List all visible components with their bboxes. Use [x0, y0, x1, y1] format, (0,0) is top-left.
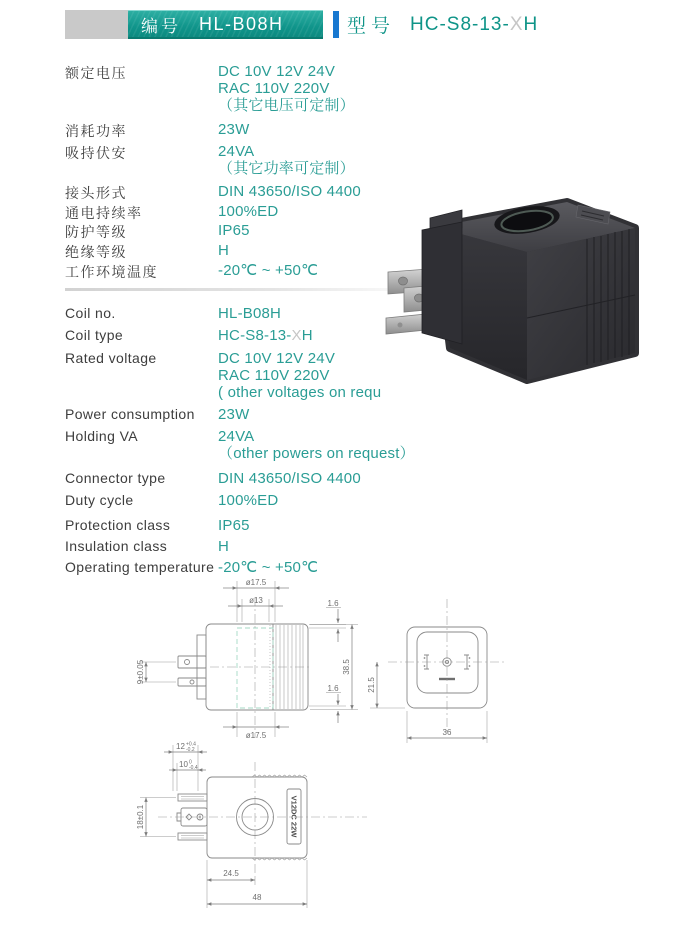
spec-label: 消耗功率	[65, 123, 127, 139]
drawing-end-view	[367, 599, 507, 743]
spec-value: DIN 43650/ISO 4400	[218, 470, 361, 487]
spec-value: H	[218, 538, 230, 555]
dim-overall: 48	[252, 893, 262, 902]
dim-pin-len-tol-dn: -0.4	[189, 765, 198, 771]
model-suffix: H	[523, 13, 539, 35]
coil-type-x: X	[291, 327, 302, 344]
spec-label: Holding VA	[65, 428, 139, 444]
dim-pin-span: 18±0.1	[136, 804, 145, 830]
spec-label: 接头形式	[65, 185, 127, 201]
dim-lip-bottom: 1.6	[327, 684, 339, 693]
dim-bore: ø13	[249, 596, 263, 605]
dim-width: 36	[442, 728, 452, 737]
dim-pin-len-tol-up: 0	[189, 759, 192, 766]
spec-value: 24VA	[218, 428, 255, 445]
header-blue-bar	[333, 11, 339, 38]
header-grey-box	[65, 10, 128, 39]
spec-label: Coil no.	[65, 305, 116, 321]
dim-center-offset: 24.5	[223, 869, 239, 878]
spec-value: 23W	[218, 121, 250, 138]
spec-value: 23W	[218, 406, 250, 423]
spec-value: RAC 110V 220V	[218, 367, 330, 384]
spec-value: 100%ED	[218, 492, 279, 509]
spec-label: Coil type	[65, 327, 124, 343]
dim-pin-len: 10	[179, 760, 188, 769]
header-code-banner	[128, 10, 323, 39]
spec-value: -20℃ ~ +50℃	[218, 559, 319, 576]
dim-center-to-edge: 21.5	[367, 677, 376, 693]
dim-lip-top: 1.6	[327, 599, 339, 608]
coil-type-prefix: HC-S8-13-	[218, 327, 292, 344]
drawing-top-view	[136, 742, 367, 909]
spec-value: IP65	[218, 517, 250, 534]
model-x: X	[509, 13, 524, 35]
spec-label: Operating temperature	[65, 559, 215, 575]
code-label: 编号	[141, 17, 181, 36]
dim-flange-od-top: ø17.5	[245, 578, 267, 587]
dim-pin-pitch: 9±0.05	[136, 659, 145, 685]
dim-flange-od-bottom: ø17.5	[245, 731, 267, 740]
drawing-side-view	[136, 578, 358, 740]
spec-value: H	[218, 242, 230, 259]
spec-label: Protection class	[65, 517, 171, 533]
spec-value	[218, 327, 313, 344]
model-value	[410, 14, 538, 36]
spec-value: DIN 43650/ISO 4400	[218, 183, 361, 200]
spec-value: ( other voltages on requ	[218, 384, 382, 401]
spec-value: （other powers on request）	[218, 445, 415, 462]
spec-label: 绝缘等级	[65, 244, 127, 260]
nameplate-text: V12DC 22W	[289, 795, 299, 838]
dim-height: 38.5	[342, 659, 351, 675]
spec-label: Duty cycle	[65, 492, 134, 508]
spec-label: Insulation class	[65, 538, 168, 554]
spec-label: 额定电压	[65, 65, 127, 81]
spec-value: （其它电压可定制）	[218, 97, 355, 114]
spec-label: Rated voltage	[65, 350, 157, 366]
dim-pin-zone-tol-dn: -0.2	[186, 747, 195, 753]
dim-pin-zone-tol-up: +0.4	[186, 741, 196, 748]
spec-label: Connector type	[65, 470, 166, 486]
spec-label: 吸持伏安	[65, 145, 127, 161]
technical-drawings	[60, 575, 640, 928]
header-model	[347, 11, 538, 38]
model-prefix: HC-S8-13-	[410, 13, 510, 35]
spec-value: （其它功率可定制）	[218, 160, 355, 177]
spec-value: RAC 110V 220V	[218, 80, 330, 97]
coil-type-suffix: H	[301, 327, 313, 344]
spec-value: DC 10V 12V 24V	[218, 63, 336, 80]
spec-value: HL-B08H	[218, 305, 282, 322]
spec-value: IP65	[218, 222, 250, 239]
product-photo-solenoid-coil	[378, 168, 650, 400]
dim-pin-zone: 12	[176, 742, 185, 751]
spec-value: DC 10V 12V 24V	[218, 350, 336, 367]
spec-value: 100%ED	[218, 203, 279, 220]
spec-label: Power consumption	[65, 406, 195, 422]
spec-label: 工作环境温度	[65, 264, 158, 280]
spec-value: 24VA	[218, 143, 255, 160]
coil-body	[422, 202, 635, 380]
connector-boss	[422, 222, 462, 344]
code-value: HL-B08H	[199, 14, 284, 34]
spec-value: -20℃ ~ +50℃	[218, 262, 319, 279]
model-label: 型号	[347, 16, 396, 37]
spec-label: 通电持续率	[65, 205, 143, 221]
spec-label: 防护等级	[65, 224, 127, 240]
